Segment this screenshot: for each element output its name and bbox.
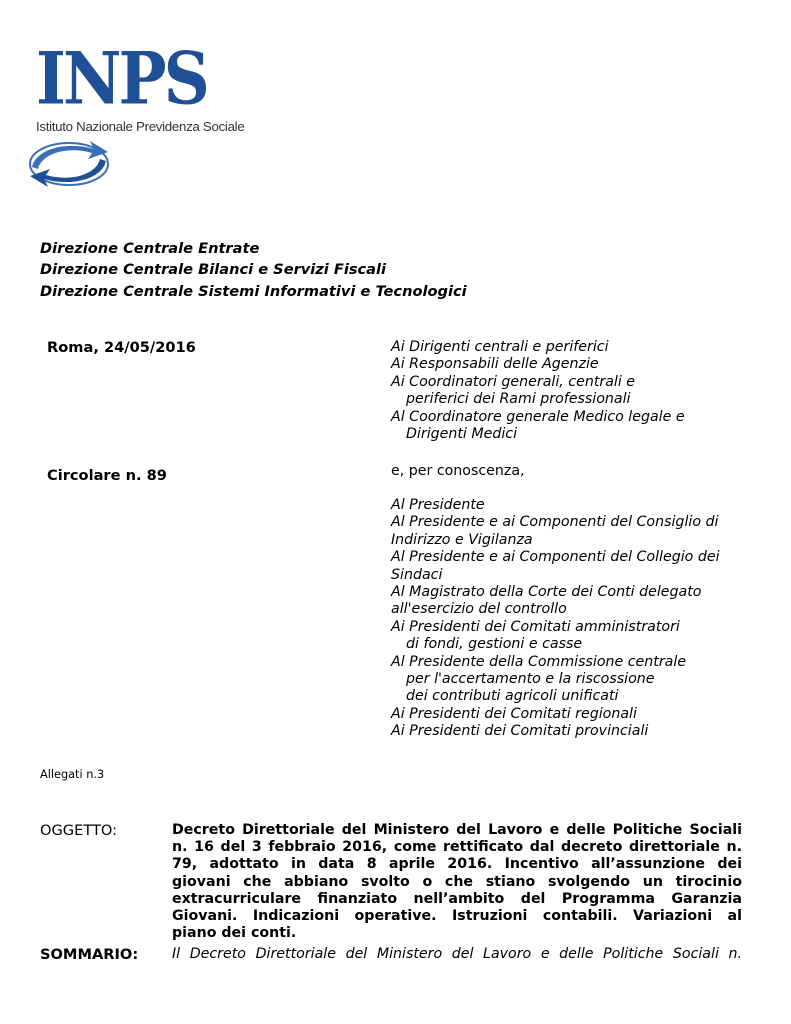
recipient-line: Al Presidente della Commissione centrale	[391, 653, 687, 670]
oggetto-text	[172, 822, 742, 942]
oggetto-line: Giovani. Indicazioni operative. Istruzioni contabili. Variazioni al	[172, 908, 742, 925]
recipient-line: Al Presidente	[391, 497, 485, 513]
recipient-line: Ai Presidenti dei Comitati amministratori	[391, 618, 680, 635]
sommario-label: SOMMARIO:	[40, 946, 139, 963]
recipient-line: Ai Coordinatori generali, centrali e	[391, 373, 636, 390]
recipient-line: di fondi, gestioni e casse	[406, 636, 583, 653]
recipient-line: all'esercizio del controllo	[391, 601, 567, 618]
recipient-line: Indirizzo e Vigilanza	[391, 531, 533, 548]
per-conoscenza: e, per conoscenza,	[391, 463, 525, 479]
oggetto-line: Decreto Direttoriale del Ministero del Lavoro e delle Politiche Sociali	[172, 822, 742, 838]
circular-arrows-icon	[26, 137, 116, 192]
recipient-line: Al Coordinatore generale Medico legale e	[391, 408, 685, 425]
recipient-line: Dirigenti Medici	[406, 426, 518, 443]
recipient-line: Ai Presidenti dei Comitati provinciali	[391, 723, 649, 740]
oggetto-line: n. 16 del 3 febbraio 2016, come rettificato dal decreto direttoriale n.	[172, 839, 742, 856]
directorate-bilanci: Direzione Centrale Bilanci e Servizi Fiscali	[40, 261, 387, 279]
directorates-block	[40, 238, 467, 302]
recipient-line: per l'accertamento e la riscossione	[406, 671, 655, 688]
recipient-line: periferici dei Rami professionali	[406, 391, 631, 408]
inps-logo	[34, 37, 249, 194]
recipient-line: Ai Responsabili delle Agenzie	[391, 356, 599, 373]
recipient-line: Sindaci	[391, 566, 443, 583]
recipients-primary	[391, 339, 685, 443]
logo-wordmark: INPS	[36, 37, 207, 122]
circolare-number: Circolare n. 89	[47, 467, 167, 484]
place-date: Roma, 24/05/2016	[47, 339, 196, 356]
oggetto-label: OGGETTO:	[40, 822, 118, 839]
recipient-line: Al Presidente e ai Componenti del Collegio dei	[391, 549, 720, 566]
oggetto-line: extracurriculare finanziato nell’ambito del Programma Garanzia	[172, 890, 742, 907]
allegati-count: Allegati n.3	[40, 768, 105, 781]
directorate-sistemi: Direzione Centrale Sistemi Informativi e Tecnologici	[40, 282, 467, 300]
recipient-line: Ai Presidenti dei Comitati regionali	[391, 705, 637, 722]
recipient-line: Al Presidente e ai Componenti del Consiglio di	[391, 514, 719, 531]
oggetto-line: piano dei conti.	[172, 925, 297, 942]
recipients-secondary	[391, 497, 720, 741]
logo-subtitle: Istituto Nazionale Previdenza Sociale	[36, 119, 245, 134]
oggetto-line: 79, adottato in data 8 aprile 2016. Incentivo all’assunzione dei	[172, 856, 742, 873]
directorate-entrate: Direzione Centrale Entrate	[40, 240, 260, 257]
recipient-line: Al Magistrato della Corte dei Conti delegato	[391, 584, 702, 601]
oggetto-line: giovani che abbiano svolto o che stiano svolgendo un tirocinio	[172, 873, 742, 890]
recipient-line: Ai Dirigenti centrali e periferici	[391, 339, 609, 355]
sommario-text: Il Decreto Direttoriale del Ministero del Lavoro e delle Politiche Sociali n.	[172, 946, 742, 962]
recipient-line: dei contributi agricoli unificati	[406, 688, 619, 705]
